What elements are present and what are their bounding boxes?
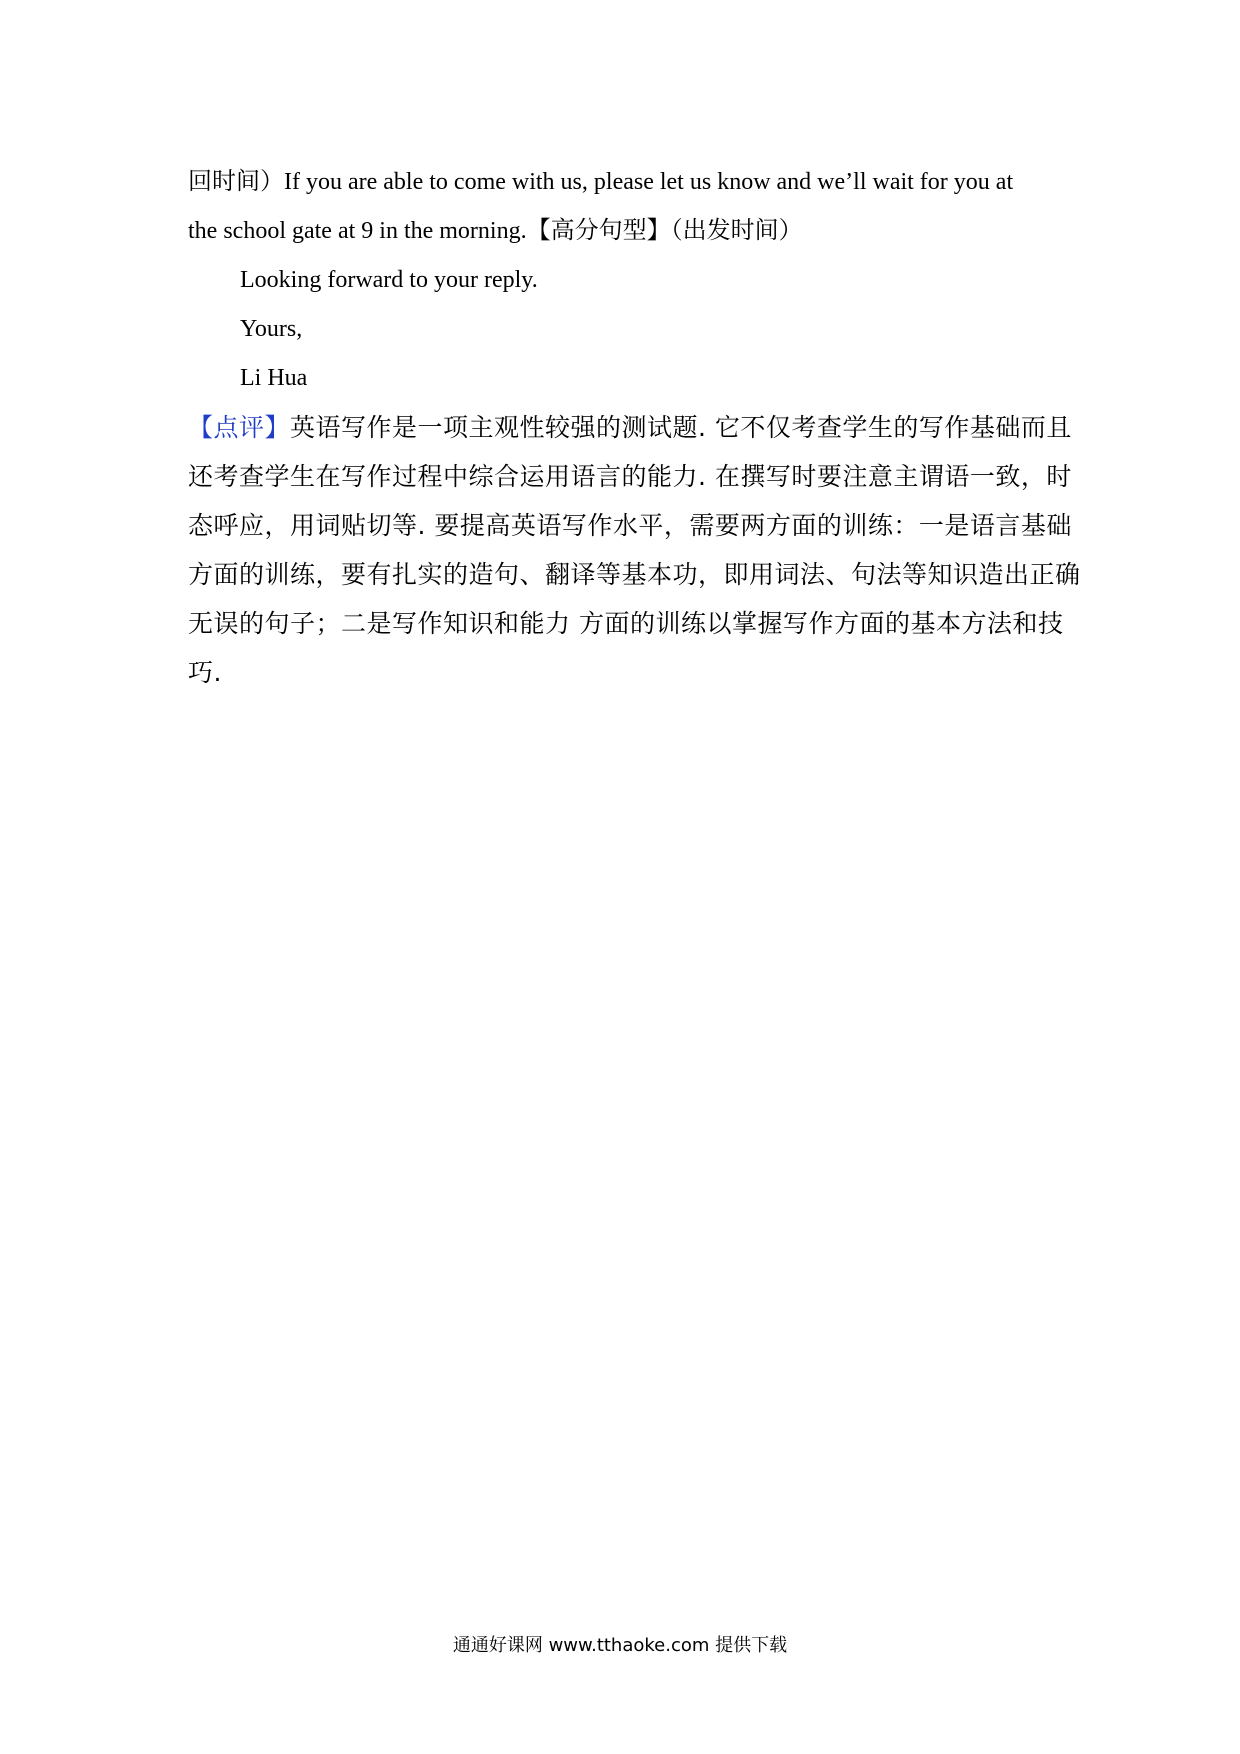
document-content	[188, 158, 1081, 697]
comment-line-6: 巧.	[188, 658, 222, 687]
letter-line-2: the school gate at 9 in the morning.【高分句型】（出发时间）	[188, 218, 803, 244]
comment-line-1	[188, 403, 1072, 452]
comment-section	[188, 403, 1081, 697]
page-footer: 通通好课网 www.tthaoke.com 提供下载	[452, 1635, 788, 1656]
letter-line-1: 回时间）If you are able to come with us, please let us know and we’ll wait for you at	[188, 169, 1014, 195]
comment-line-2: 还考查学生在写作过程中综合运用语言的能力. 在撰写时要注意主谓语一致，时	[188, 462, 1072, 491]
letter-signature: Li Hua	[240, 365, 308, 391]
comment-text-1: 英语写作是一项主观性较强的测试题. 它不仅考查学生的写作基础而且	[290, 413, 1072, 442]
comment-tag: 【点评】	[188, 413, 291, 442]
letter-closing: Looking forward to your reply.	[240, 267, 538, 293]
comment-line-3: 态呼应，用词贴切等. 要提高英语写作水平，需要两方面的训练：一是语言基础	[188, 511, 1072, 540]
comment-line-5: 无误的句子；二是写作知识和能力 方面的训练以掌握写作方面的基本方法和技	[188, 609, 1064, 638]
letter-sign-off: Yours,	[240, 316, 303, 342]
comment-line-4: 方面的训练，要有扎实的造句、翻译等基本功，即用词法、句法等知识造出正确	[188, 560, 1081, 589]
